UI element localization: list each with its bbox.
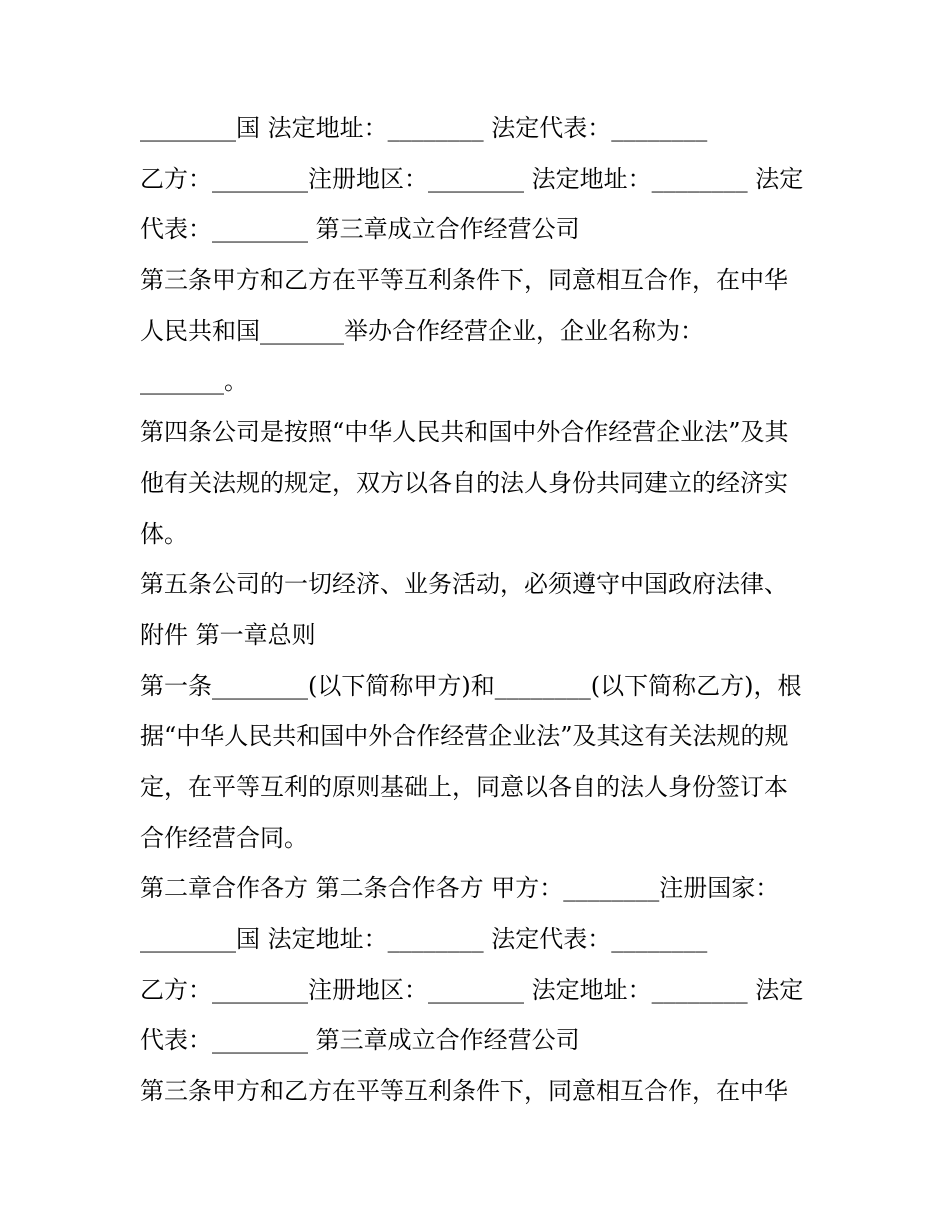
text-line: 第二章合作各方 第二条合作各方 甲方：________注册国家： xyxy=(140,874,780,903)
text-line: 附件 第一章总则 xyxy=(140,620,316,649)
text-line: _______。 xyxy=(140,367,248,396)
text-line: 代表：________ 第三章成立合作经营公司 xyxy=(140,215,580,244)
text-line: 合作经营合同。 xyxy=(140,823,308,852)
text-line: ________国 法定地址：________ 法定代表：________ xyxy=(140,114,708,142)
text-line: 据“中华人民共和国中外合作经营企业法”及其这有关法规的规 xyxy=(140,722,789,751)
text-line: 第三条甲方和乙方在平等互利条件下，同意相互合作，在中华 xyxy=(140,266,788,295)
document-body xyxy=(140,103,820,1117)
text-line: ________国 法定地址：________ 法定代表：________ xyxy=(140,925,708,953)
text-line: 第一条________(以下简称甲方)和________(以下简称乙方)，根 xyxy=(140,671,802,700)
text-line: 定，在平等互利的原则基础上，同意以各自的法人身份签订本 xyxy=(140,772,788,801)
text-line: 他有关法规的规定，双方以各自的法人身份共同建立的经济实 xyxy=(140,468,788,497)
text-line: 体。 xyxy=(140,519,188,548)
text-line: 乙方：________注册地区：________ 法定地址：________ 法定 xyxy=(140,164,804,193)
text-line: 人民共和国_______举办合作经营企业，企业名称为： xyxy=(140,316,704,345)
text-line: 第四条公司是按照“中华人民共和国中外合作经营企业法”及其 xyxy=(140,418,789,447)
text-line: 第五条公司的一切经济、业务活动，必须遵守中国政府法律、 xyxy=(140,570,788,599)
text-line: 乙方：________注册地区：________ 法定地址：________ 法定 xyxy=(140,975,804,1004)
text-line: 代表：________ 第三章成立合作经营公司 xyxy=(140,1026,580,1055)
text-line: 第三条甲方和乙方在平等互利条件下，同意相互合作，在中华 xyxy=(140,1077,788,1106)
